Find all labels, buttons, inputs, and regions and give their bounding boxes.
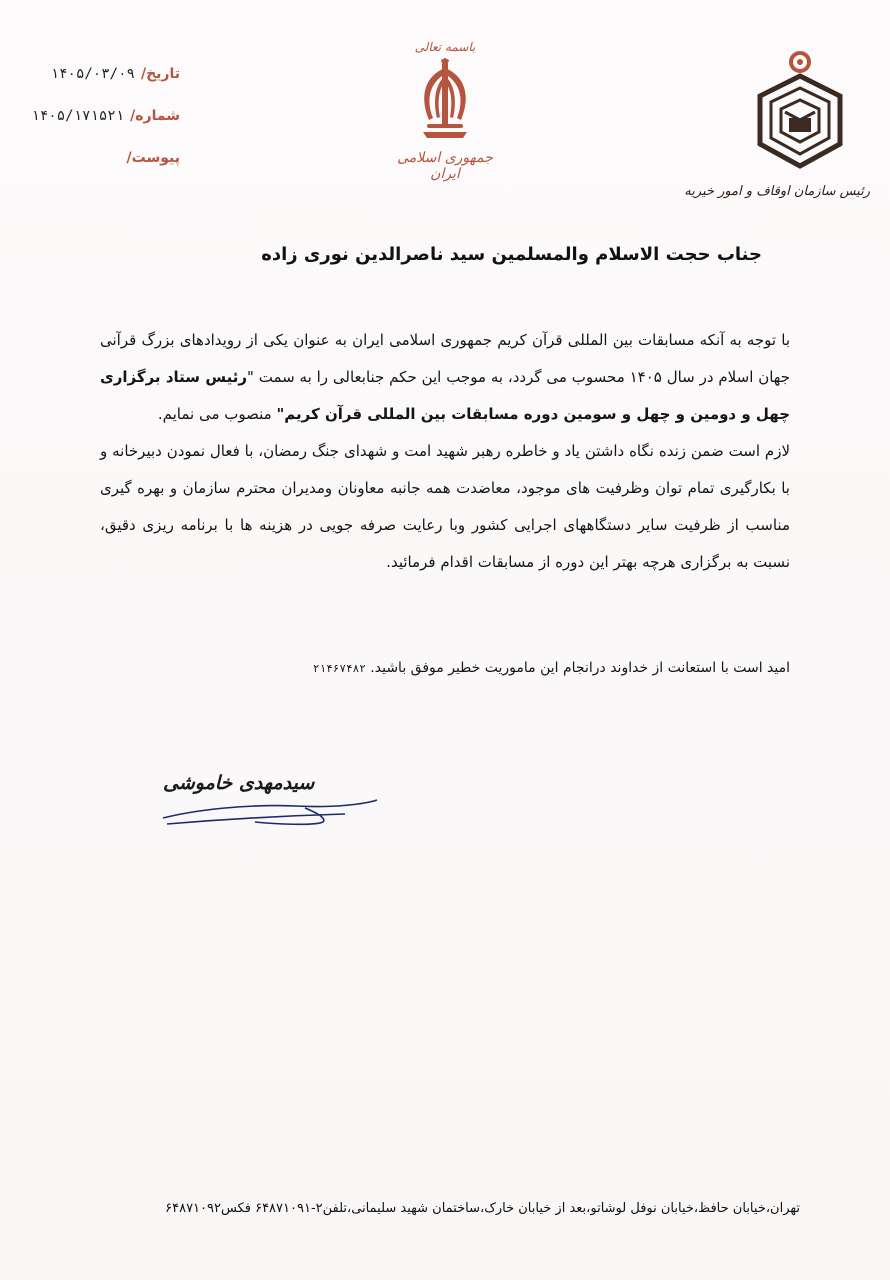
closing-text: امید است با استعانت از خداوند درانجام این ماموریت خطیر موفق باشید. bbox=[370, 660, 790, 676]
p1-bold: رئیس ستاد برگزاری چهل و دومین و چهل و سومین دوره مسابقات بین المللی قرآن کریم" bbox=[100, 368, 790, 423]
org-caption: رئیس سازمان اوقاف و امور خیریه bbox=[684, 184, 870, 199]
paragraph-2: لازم است ضمن زنده نگاه داشتن یاد و خاطره رهبر شهید امت و شهدای جنگ رمضان، با فعال نمودن دبیرخانه و با بکارگیری تمام توان وظرفیت های موجود، معاضدت همه جانبه معاونان ومدیران محترم سازمان و بهره گیری مناسب از ظرفیت سایر دستگاههای اجرایی کشور وبا رعایت صرفه جویی در هزینه ها با برنامه ریزی دقیق، نسبت به برگزاری هرچه بهتر این دوره از مسابقات اقدام فرمائید. bbox=[100, 442, 790, 571]
footer-address: تهران،خیابان حافظ،خیابان نوفل لوشاتو،بعد از خیابان خارک،ساختمان شهید سلیمانی،تلفن۲-۶۴۸۷۱۰۹۱ فکس۶۴۸۷۱۰۹۲ bbox=[165, 1201, 800, 1216]
paragraph-1 bbox=[100, 322, 790, 433]
p1-end: منصوب می نمایم. bbox=[157, 405, 277, 423]
iran-emblem-icon bbox=[405, 58, 485, 148]
bismillah: باسمه تعالی bbox=[414, 40, 476, 54]
number-row bbox=[10, 108, 180, 150]
closing-line bbox=[240, 660, 790, 676]
letter-body bbox=[100, 322, 790, 581]
date-row bbox=[10, 66, 180, 108]
closing-code: ۲۱۴۶۷۴۸۲ bbox=[312, 662, 366, 675]
attachment-row bbox=[10, 150, 180, 192]
attachment-label: پیوست/ bbox=[126, 150, 180, 166]
addressee: جناب حجت الاسلام والمسلمین سید ناصرالدین نوری زاده bbox=[261, 244, 762, 265]
republic-name: جمهوری اسلامی ایران bbox=[397, 150, 493, 182]
signature-name: سیدمهدی خاموشی bbox=[163, 772, 315, 794]
date-value: ۱۴۰۵/۰۳/۰۹ bbox=[50, 66, 135, 82]
state-emblem bbox=[385, 40, 505, 200]
organization-logo bbox=[684, 48, 870, 218]
number-label: شماره/ bbox=[130, 108, 180, 124]
p1-start: با توجه به آنکه مسابقات بین المللی قرآن کریم جمهوری اسلامی ایران به عنوان یکی از رویدادهای بزرگ قرآنی جهان اسلام در سال ۱۴۰۵ محسوب می گردد، به موجب این حکم جنابعالی را به سمت " bbox=[100, 331, 790, 386]
number-value: ۱۴۰۵/۱۷۱۵۲۱ bbox=[31, 108, 125, 124]
date-label: تاریخ/ bbox=[140, 66, 180, 82]
signature bbox=[155, 760, 385, 840]
letter-meta bbox=[10, 66, 180, 192]
awqaf-logo-icon bbox=[745, 48, 855, 178]
